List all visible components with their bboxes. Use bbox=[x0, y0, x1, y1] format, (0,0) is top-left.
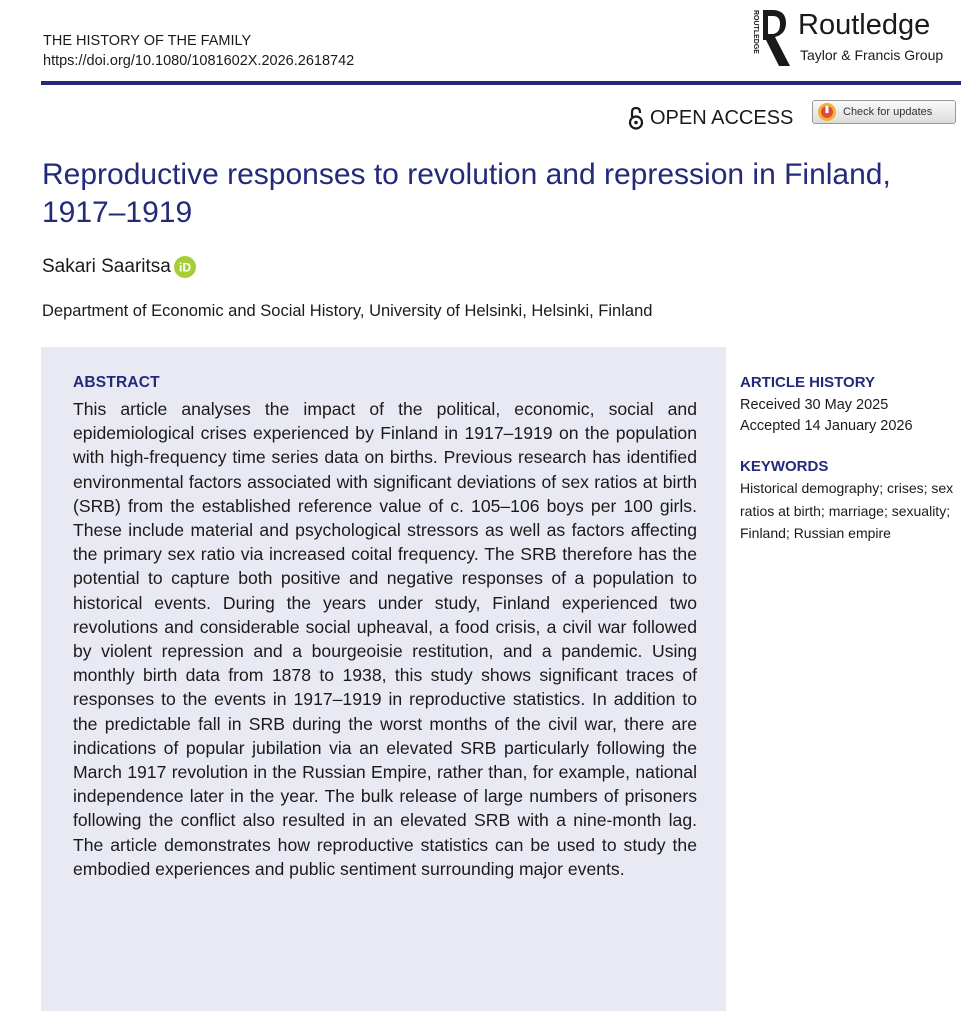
header-divider bbox=[41, 81, 961, 85]
abstract-text: This article analyses the impact of the political, economic, social and epidemiological crises experienced by Finland in 1917–1919 on the population with high-frequency time series data on births. Previous research has identified environmental factors associated with significant deviations of sex ratios at birth (SRB) from the established reference value of c. 105–106 boys per 100 girls. These include material and psychological stressors as well as factors affecting the primary sex ratio via increased coital frequency. The SRB therefore has the potential to capture both positive and negative responses of a population to historical events. During the years under study, Finland experienced two revolutions and considerable social upheaval, a food crisis, a civil war followed by violent repression and a bourgeoisie restitution, and a pandemic. Using monthly birth data from 1878 to 1938, this study shows significant traces of responses to the events in 1917–1919 in reproductive statistics. In addition to the predictable fall in SRB during the worst months of the civil war, there are indications of popular jubilation via an elevated SRB particularly following the March 1917 revolution in the Russian Empire, rather than, for example, national independence later in the year. The bulk release of large numbers of prisoners following the conflict also resulted in an elevated SRB with a nine-month lag. The article demonstrates how reproductive statistics can be used to study the embodied experiences and public sentiment surrounding major events. bbox=[73, 399, 697, 879]
abstract-heading: ABSTRACT bbox=[73, 374, 160, 391]
crossmark-icon bbox=[817, 102, 837, 122]
abstract-panel bbox=[41, 347, 726, 1011]
open-access-lock-icon bbox=[628, 106, 644, 130]
author-name[interactable]: Sakari Saaritsa bbox=[42, 256, 171, 277]
received-date: Received 30 May 2025 bbox=[740, 397, 889, 413]
accepted-date: Accepted 14 January 2026 bbox=[740, 418, 913, 434]
keywords-heading: KEYWORDS bbox=[740, 458, 829, 475]
routledge-logo-icon bbox=[746, 8, 794, 70]
article-title: Reproductive responses to revolution and repression in Finland, 1917–1919 bbox=[42, 158, 891, 229]
keywords-list: Historical demography; crises; sex ratios at birth; marriage; sexuality; Finland; Russian empire bbox=[740, 480, 954, 541]
journal-name: THE HISTORY OF THE FAMILY bbox=[43, 33, 252, 49]
open-access-badge bbox=[628, 104, 793, 132]
publisher-name: Routledge bbox=[798, 9, 931, 41]
doi-link[interactable]: https://doi.org/10.1080/1081602X.2026.2618742 bbox=[43, 53, 355, 69]
open-access-label: OPEN ACCESS bbox=[650, 106, 794, 129]
author-row bbox=[42, 253, 197, 281]
article-history bbox=[740, 373, 965, 437]
orcid-icon[interactable] bbox=[173, 255, 197, 279]
author-affiliation: Department of Economic and Social History, University of Helsinki, Helsinki, Finland bbox=[42, 302, 653, 320]
publisher-group: Taylor & Francis Group bbox=[800, 47, 944, 63]
keywords-section bbox=[740, 457, 965, 545]
publisher-logo[interactable] bbox=[746, 6, 966, 68]
journal-header bbox=[43, 31, 354, 71]
article-history-heading: ARTICLE HISTORY bbox=[740, 374, 876, 391]
logo-vertical-text: ROUTLEDGE bbox=[752, 10, 759, 54]
check-for-updates-label: Check for updates bbox=[843, 106, 933, 118]
orcid-badge-text: iD bbox=[178, 260, 191, 275]
check-for-updates-button[interactable] bbox=[812, 100, 956, 124]
